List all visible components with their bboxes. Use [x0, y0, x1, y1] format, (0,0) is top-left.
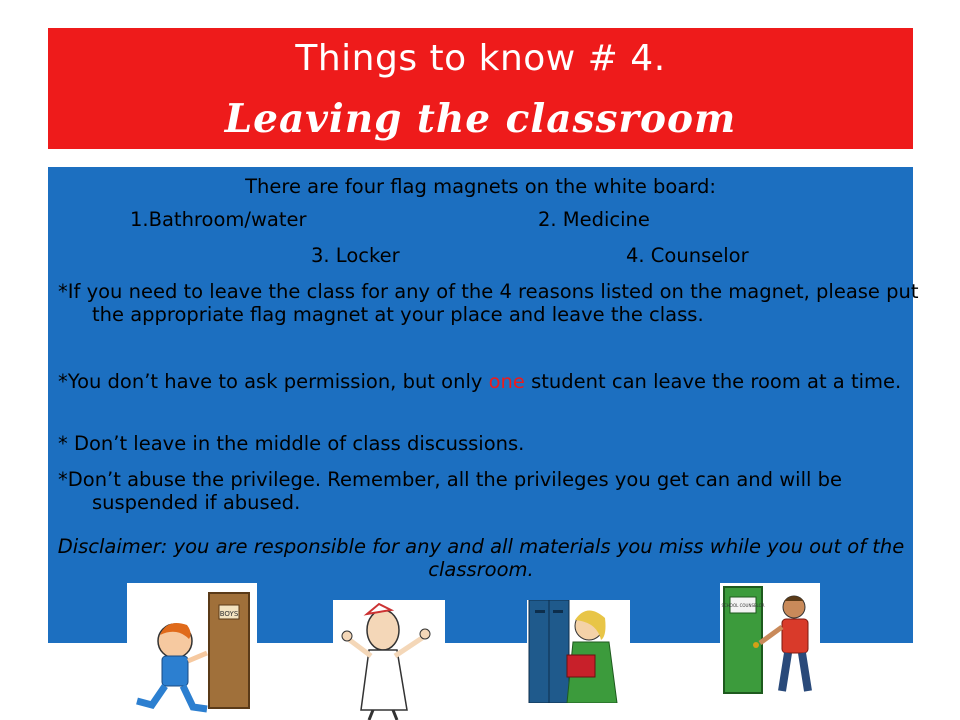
slide-title: Things to know # 4. — [295, 38, 666, 79]
magnet-item-medicine: 2. Medicine — [538, 208, 650, 231]
rule-discussions: * Don’t leave in the middle of class discussions. — [58, 432, 525, 455]
rule-permission-text-end: student can leave the room at a time. — [524, 370, 902, 393]
title-banner — [48, 28, 913, 149]
magnet-item-bathroom: 1.Bathroom/water — [130, 208, 307, 231]
running-boy-bathroom-icon — [127, 583, 257, 720]
content-panel — [48, 167, 919, 643]
magnet-item-locker: 3. Locker — [311, 244, 400, 267]
counselor-sign-text: SCHOOL COUNSELOR — [721, 603, 765, 608]
magnet-item-counselor: 4. Counselor — [626, 244, 749, 267]
counselor-door-icon — [720, 583, 820, 695]
slide-subtitle: Leaving the classroom — [224, 96, 737, 142]
rule-permission — [58, 370, 927, 393]
intro-text: There are four flag magnets on the white board: — [245, 175, 716, 198]
rule-permission-text: *You don’t have to ask permission, but only — [58, 370, 489, 393]
disclaimer-text: Disclaimer: you are responsible for any and all materials you miss while you out of the classroom. — [57, 535, 905, 581]
nurse-medicine-icon — [333, 600, 445, 720]
rule-leave-class: *If you need to leave the class for any of the 4 reasons listed on the magnet, please put the appropriate flag magnet at your place and leave the class. — [58, 280, 919, 326]
boys-sign-text: BOYS — [219, 610, 239, 618]
student-locker-icon — [527, 600, 630, 703]
rule-privilege: *Don’t abuse the privilege. Remember, all the privileges you get can and will be suspended if abused. — [58, 468, 842, 514]
rule-permission-highlight: one — [488, 370, 525, 393]
